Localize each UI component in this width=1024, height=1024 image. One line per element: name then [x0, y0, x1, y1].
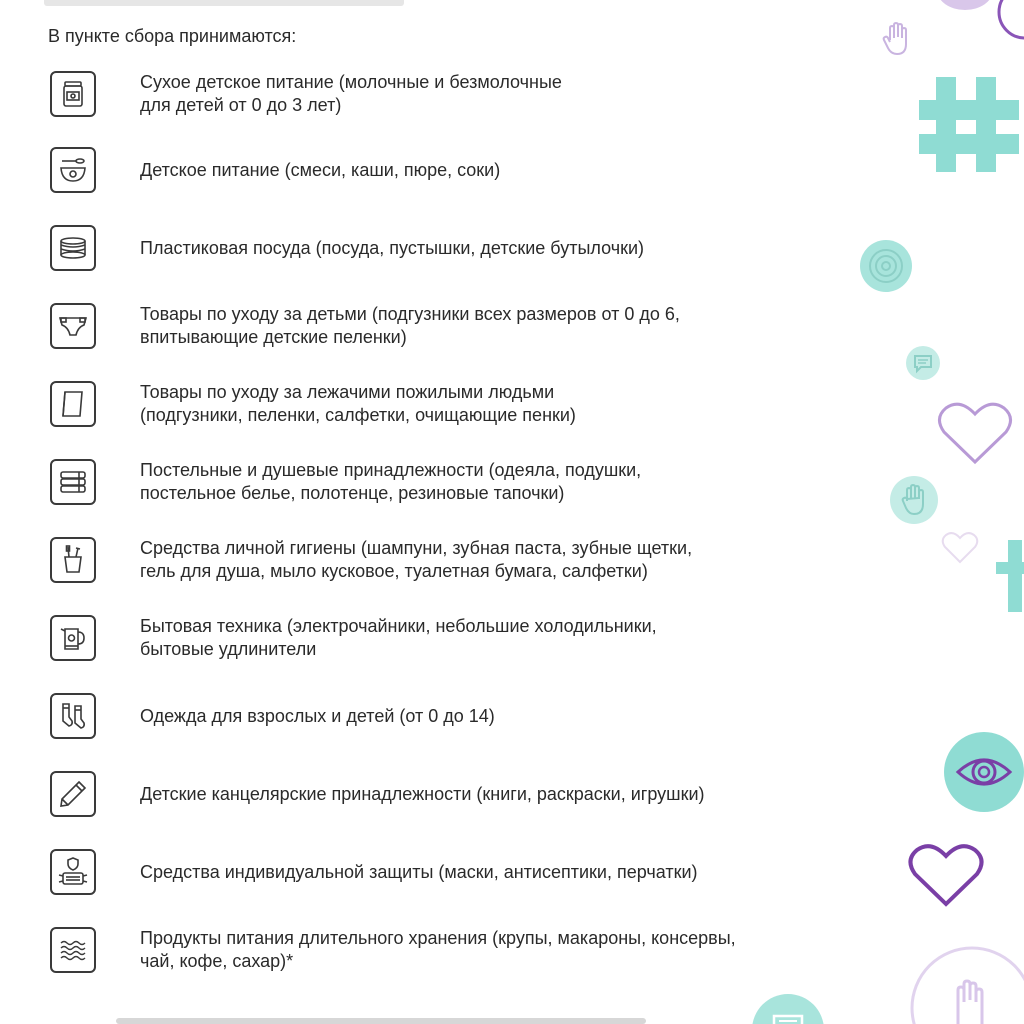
item-text: Товары по уходу за лежачими пожилыми людьми (подгузники, пеленки, салфетки, очищающие пенки)	[140, 382, 576, 425]
list-item	[50, 71, 900, 117]
chat-circle-partial-icon	[750, 992, 826, 1024]
list-item	[50, 771, 900, 817]
hand-icon	[876, 18, 918, 60]
hand-ring-icon	[906, 942, 1024, 1024]
sheet-icon	[50, 381, 96, 427]
item-text: Сухое детское питание (молочные и безмолочные для детей от 0 до 3 лет)	[140, 72, 562, 115]
baby-formula-jar-icon	[50, 71, 96, 117]
item-text: Детское питание (смеси, каши, пюре, соки)	[140, 159, 501, 180]
item-text: Средства индивидуальной защиты (маски, антисептики, перчатки)	[140, 861, 698, 882]
hashtag-partial-icon	[996, 540, 1024, 612]
list-item	[50, 693, 900, 739]
item-text: Товары по уходу за детьми (подгузники всех размеров от 0 до 6, впитывающие детские пеленки)	[140, 304, 680, 347]
list-item	[50, 849, 900, 895]
pasta-icon	[50, 927, 96, 973]
mask-icon	[50, 849, 96, 895]
diaper-icon	[50, 303, 96, 349]
toothbrush-cup-icon	[50, 537, 96, 583]
item-text: Пластиковая посуда (посуда, пустышки, детские бутылочки)	[140, 237, 645, 258]
purple-circle-decoration	[935, 0, 995, 12]
heart-outline-icon	[936, 398, 1014, 470]
list-item	[50, 615, 900, 661]
item-text: Одежда для взрослых и детей (от 0 до 14)	[140, 705, 495, 726]
hand-circle-icon	[888, 474, 940, 526]
small-heart-icon	[940, 530, 980, 566]
baby-food-bowl-icon	[50, 147, 96, 193]
top-cropped-text	[44, 0, 404, 6]
plastic-dishes-icon	[50, 225, 96, 271]
list-item	[50, 225, 900, 271]
item-text: Постельные и душевые принадлежности (одеяла, подушки, постельное белье, полотенце, резиновые тапочки)	[140, 460, 642, 503]
item-text: Детские канцелярские принадлежности (книги, раскраски, игрушки)	[140, 783, 705, 804]
kettle-icon	[50, 615, 96, 661]
list-item	[50, 537, 900, 583]
list-item	[50, 381, 900, 427]
chat-bubble-icon	[904, 344, 942, 382]
bottom-cropped-text	[116, 1018, 646, 1024]
list-item	[50, 303, 900, 349]
list-item	[50, 147, 900, 193]
item-text: Бытовая техника (электрочайники, небольшие холодильники, бытовые удлинители	[140, 616, 657, 659]
socks-icon	[50, 693, 96, 739]
intro-heading: В пункте сбора принимаются:	[48, 26, 297, 46]
list-item	[50, 927, 900, 973]
item-text: Средства личной гигиены (шампуни, зубная паста, зубные щетки, гель для душа, мыло кусковое, туалетная бумага, салфетки)	[140, 538, 693, 581]
hashtag-icon	[914, 72, 1024, 182]
eye-circle-icon	[940, 730, 1024, 814]
item-text: Продукты питания длительного хранения (крупы, макароны, консервы, чай, кофе, сахар)*	[140, 928, 736, 971]
purple-ring-decoration	[995, 0, 1024, 50]
target-circle-icon	[858, 238, 914, 294]
purple-heart-icon	[906, 840, 986, 912]
list-item	[50, 459, 900, 505]
pencil-icon	[50, 771, 96, 817]
towel-stack-icon	[50, 459, 96, 505]
